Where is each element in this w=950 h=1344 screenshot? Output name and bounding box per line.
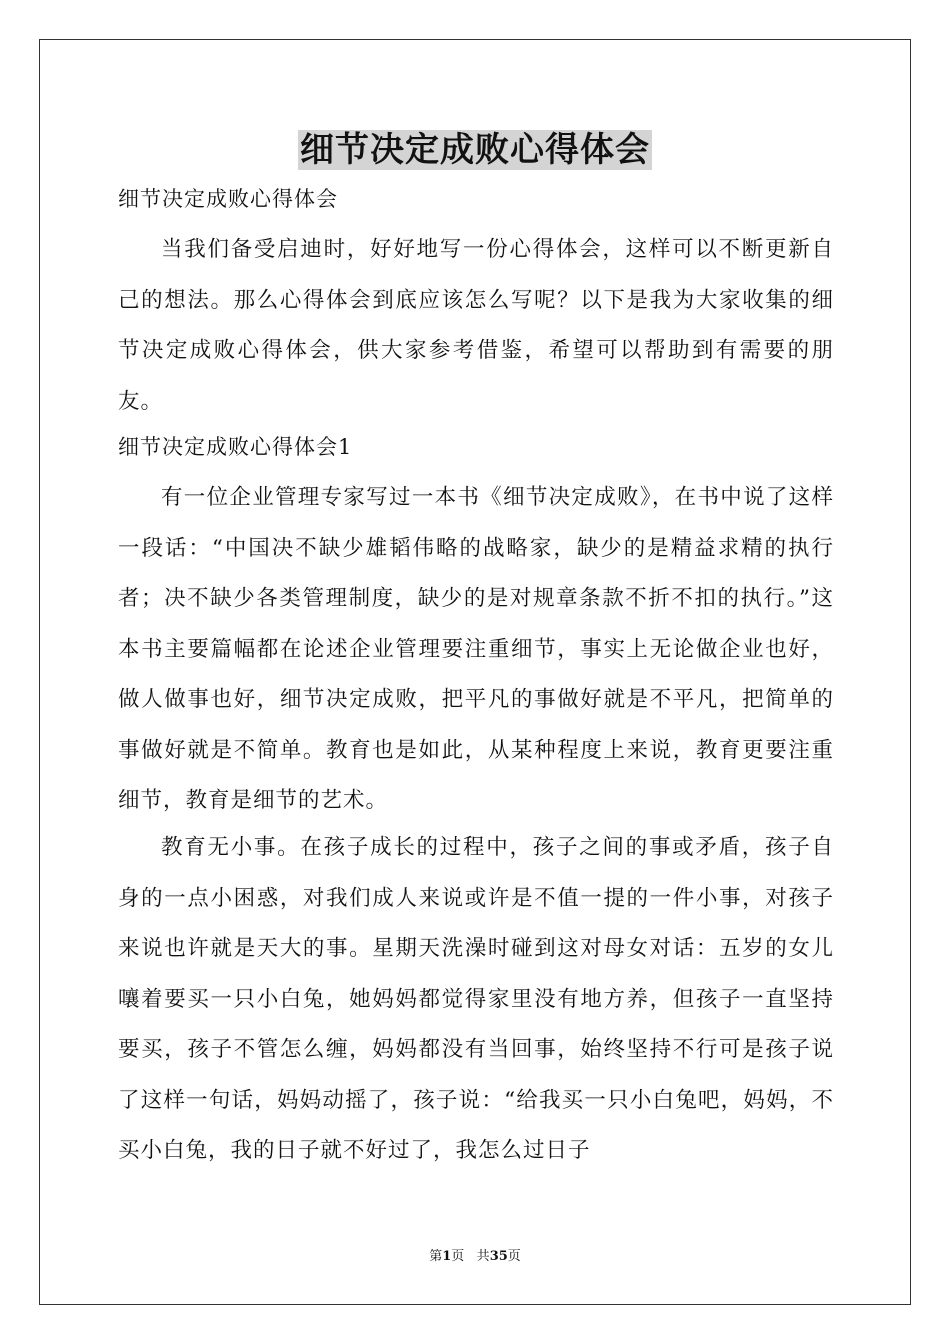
footer-page-number: 1 [442,1249,452,1264]
page-footer [0,1247,950,1267]
body-paragraph-2: 教育无小事。在孩子成长的过程中，孩子之间的事或矛盾，孩子自身的一点小困惑，对我们成人来说或许是不值一提的一件小事，对孩子来说也许就是天大的事。星期天洗澡时碰到这对母女对话：五岁的女儿嚷着要买一只小白兔，她妈妈都觉得家里没有地方养，但孩子一直坚持要买，孩子不管怎么缠，妈妈都没有当回事，始终坚持不行可是孩子说了这样一句话，妈妈动摇了，孩子说：“给我买一只小白兔吧，妈妈，不买小白兔，我的日子就不好过了，我怎么过日子 [118,835,834,1163]
body-paragraph-1: 有一位企业管理专家写过一本书《细节决定成败》，在书中说了这样一段话：“中国决不缺少雄韬伟略的战略家，缺少的是精益求精的执行者；决不缺少各类管理制度，缺少的是对规章条款不折不扣的执行。”这本书主要篇幅都在论述企业管理要注重细节，事实上无论做企业也好，做人做事也好，细节决定成败，把平凡的事做好就是不平凡，把简单的事做好就是不简单。教育也是如此，从某种程度上来说，教育更要注重细节，教育是细节的艺术。 [118,485,834,813]
intro-paragraph: 当我们备受启迪时，好好地写一份心得体会，这样可以不断更新自己的想法。那么心得体会到底应该怎么写呢？以下是我为大家收集的细节决定成败心得体会，供大家参考借鉴，希望可以帮助到有需要的朋友。 [118,237,834,414]
document-title [0,126,950,174]
footer-total-suffix: 页 [507,1249,521,1264]
footer-total-pages: 35 [489,1249,508,1264]
footer-page-suffix: 页 [451,1249,465,1264]
document-subtitle: 细节决定成败心得体会 [118,187,338,211]
footer-page-prefix: 第 [429,1249,443,1264]
section-heading: 细节决定成败心得体会1 [118,435,353,459]
footer-total-prefix: 共 [476,1249,490,1264]
document-title-text: 细节决定成败心得体会 [300,130,650,170]
